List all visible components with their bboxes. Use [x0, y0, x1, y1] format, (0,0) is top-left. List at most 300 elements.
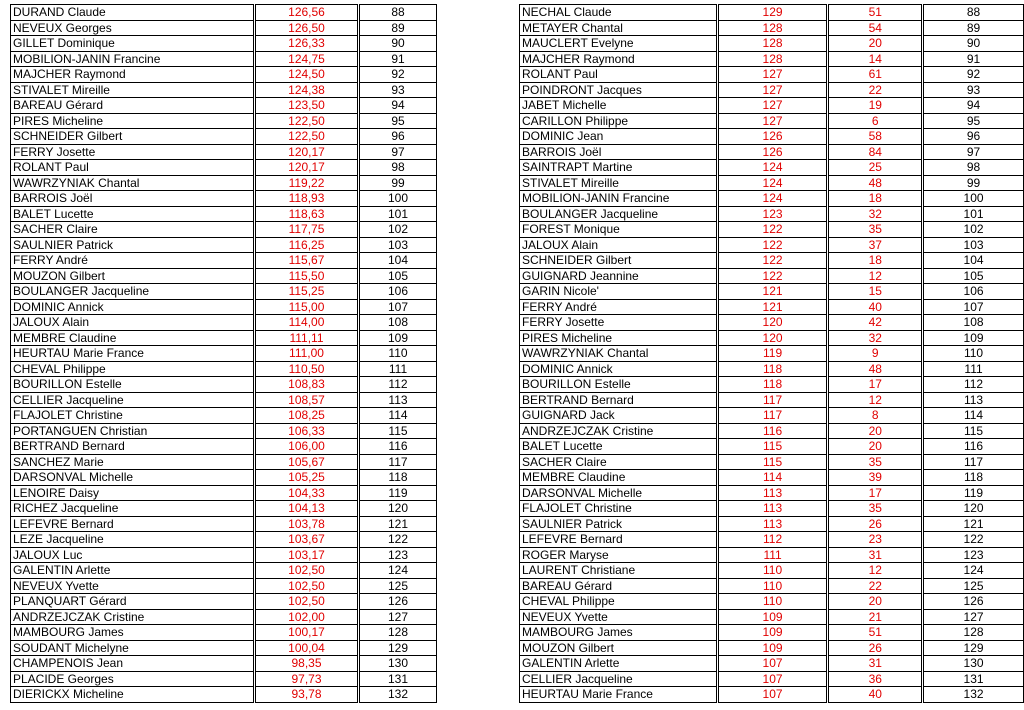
player-name-cell: DOMINIC Annick	[520, 361, 717, 377]
rank-cell: 94	[924, 98, 1024, 114]
player-name-cell: PLACIDE Georges	[11, 671, 254, 687]
score-cell: 126,56	[256, 5, 358, 21]
player-name-cell: BAREAU Gérard	[11, 98, 254, 114]
score-cell: 116,25	[256, 237, 358, 253]
player-name-cell: ROGER Maryse	[520, 547, 717, 563]
table-row	[520, 563, 1024, 579]
player-name-cell: JABET Michelle	[520, 98, 717, 114]
rank-cell: 103	[924, 237, 1024, 253]
score-cell: 111,00	[256, 346, 358, 362]
score-cell: 128	[718, 36, 827, 52]
secondary-score-cell: 40	[829, 299, 922, 315]
rank-cell: 127	[360, 609, 437, 625]
table-row	[520, 392, 1024, 408]
score-cell: 97,73	[256, 671, 358, 687]
rank-cell: 118	[924, 470, 1024, 486]
rank-cell: 111	[360, 361, 437, 377]
rank-cell: 130	[360, 656, 437, 672]
score-cell: 115	[718, 454, 827, 470]
score-cell: 126	[718, 144, 827, 160]
player-name-cell: MAJCHER Raymond	[520, 51, 717, 67]
table-row	[520, 532, 1024, 548]
right-ranking-table-body	[520, 5, 1024, 703]
table-row	[11, 67, 437, 83]
rank-cell: 95	[924, 113, 1024, 129]
score-cell: 127	[718, 113, 827, 129]
rank-cell: 99	[924, 175, 1024, 191]
secondary-score-cell: 17	[829, 377, 922, 393]
score-cell: 123,50	[256, 98, 358, 114]
table-row	[11, 315, 437, 331]
secondary-score-cell: 48	[829, 175, 922, 191]
rank-cell: 117	[924, 454, 1024, 470]
table-row	[520, 671, 1024, 687]
table-row	[520, 36, 1024, 52]
table-row	[520, 129, 1024, 145]
player-name-cell: GALENTIN Arlette	[11, 563, 254, 579]
table-row	[11, 284, 437, 300]
table-row	[520, 330, 1024, 346]
rank-cell: 97	[924, 144, 1024, 160]
secondary-score-cell: 12	[829, 268, 922, 284]
secondary-score-cell: 61	[829, 67, 922, 83]
player-name-cell: FERRY André	[11, 253, 254, 269]
player-name-cell: MOUZON Gilbert	[520, 640, 717, 656]
score-cell: 127	[718, 67, 827, 83]
table-row	[11, 330, 437, 346]
secondary-score-cell: 31	[829, 547, 922, 563]
rank-cell: 90	[360, 36, 437, 52]
table-row	[520, 439, 1024, 455]
rank-cell: 131	[924, 671, 1024, 687]
player-name-cell: POINDRONT Jacques	[520, 82, 717, 98]
table-row	[11, 175, 437, 191]
rank-cell: 104	[360, 253, 437, 269]
table-row	[11, 51, 437, 67]
table-row	[520, 113, 1024, 129]
secondary-score-cell: 12	[829, 392, 922, 408]
rank-cell: 127	[924, 609, 1024, 625]
player-name-cell: MAMBOURG James	[11, 625, 254, 641]
rank-cell: 128	[360, 625, 437, 641]
table-row	[520, 67, 1024, 83]
secondary-score-cell: 37	[829, 237, 922, 253]
player-name-cell: JALOUX Alain	[520, 237, 717, 253]
secondary-score-cell: 20	[829, 439, 922, 455]
score-cell: 122	[718, 222, 827, 238]
score-cell: 102,00	[256, 609, 358, 625]
secondary-score-cell: 22	[829, 82, 922, 98]
rank-cell: 99	[360, 175, 437, 191]
score-cell: 116	[718, 423, 827, 439]
rank-cell: 107	[360, 299, 437, 315]
rank-cell: 121	[924, 516, 1024, 532]
table-row	[520, 547, 1024, 563]
rank-cell: 132	[360, 687, 437, 703]
rank-cell: 92	[360, 67, 437, 83]
rank-cell: 90	[924, 36, 1024, 52]
secondary-score-cell: 22	[829, 578, 922, 594]
score-cell: 128	[718, 51, 827, 67]
player-name-cell: BARROIS Joël	[11, 191, 254, 207]
score-cell: 102,50	[256, 578, 358, 594]
player-name-cell: SCHNEIDER Gilbert	[11, 129, 254, 145]
rank-cell: 101	[360, 206, 437, 222]
score-cell: 127	[718, 98, 827, 114]
player-name-cell: CHEVAL Philippe	[11, 361, 254, 377]
score-cell: 102,50	[256, 563, 358, 579]
score-cell: 106,33	[256, 423, 358, 439]
rank-cell: 124	[924, 563, 1024, 579]
rank-cell: 100	[360, 191, 437, 207]
player-name-cell: STIVALET Mireille	[520, 175, 717, 191]
rank-cell: 116	[924, 439, 1024, 455]
rank-cell: 130	[924, 656, 1024, 672]
score-cell: 120,17	[256, 144, 358, 160]
score-cell: 121	[718, 299, 827, 315]
player-name-cell: METAYER Chantal	[520, 20, 717, 36]
secondary-score-cell: 6	[829, 113, 922, 129]
secondary-score-cell: 8	[829, 408, 922, 424]
player-name-cell: PIRES Micheline	[520, 330, 717, 346]
table-row	[11, 5, 437, 21]
score-cell: 109	[718, 609, 827, 625]
player-name-cell: SAINTRAPT Martine	[520, 160, 717, 176]
score-cell: 117,75	[256, 222, 358, 238]
secondary-score-cell: 51	[829, 625, 922, 641]
rank-cell: 117	[360, 454, 437, 470]
table-row	[520, 82, 1024, 98]
table-row	[520, 408, 1024, 424]
player-name-cell: ANDRZEJCZAK Cristine	[11, 609, 254, 625]
score-cell: 93,78	[256, 687, 358, 703]
score-cell: 104,13	[256, 501, 358, 517]
table-row	[520, 98, 1024, 114]
rank-cell: 89	[360, 20, 437, 36]
table-row	[11, 687, 437, 703]
rank-cell: 95	[360, 113, 437, 129]
rank-cell: 98	[924, 160, 1024, 176]
score-cell: 114	[718, 470, 827, 486]
player-name-cell: BOULANGER Jacqueline	[11, 284, 254, 300]
table-row	[11, 640, 437, 656]
secondary-score-cell: 26	[829, 640, 922, 656]
secondary-score-cell: 84	[829, 144, 922, 160]
score-cell: 110	[718, 563, 827, 579]
rank-cell: 96	[924, 129, 1024, 145]
player-name-cell: BALET Lucette	[11, 206, 254, 222]
table-row	[520, 51, 1024, 67]
player-name-cell: GUIGNARD Jack	[520, 408, 717, 424]
table-row	[520, 578, 1024, 594]
player-name-cell: DURAND Claude	[11, 5, 254, 21]
rank-cell: 93	[924, 82, 1024, 98]
rank-cell: 113	[924, 392, 1024, 408]
table-row	[11, 299, 437, 315]
score-cell: 124,38	[256, 82, 358, 98]
score-cell: 120,17	[256, 160, 358, 176]
player-name-cell: SANCHEZ Marie	[11, 454, 254, 470]
table-row	[11, 423, 437, 439]
rank-cell: 129	[924, 640, 1024, 656]
table-row	[11, 191, 437, 207]
player-name-cell: MOBILION-JANIN Francine	[11, 51, 254, 67]
table-row	[11, 20, 437, 36]
player-name-cell: MEMBRE Claudine	[520, 470, 717, 486]
score-cell: 118	[718, 377, 827, 393]
player-name-cell: MAUCLERT Evelyne	[520, 36, 717, 52]
table-row	[11, 160, 437, 176]
score-cell: 111,11	[256, 330, 358, 346]
table-row	[11, 237, 437, 253]
table-row	[11, 563, 437, 579]
player-name-cell: SOUDANT Michelyne	[11, 640, 254, 656]
player-name-cell: GALENTIN Arlette	[520, 656, 717, 672]
player-name-cell: MAJCHER Raymond	[11, 67, 254, 83]
table-row	[11, 501, 437, 517]
table-row	[11, 98, 437, 114]
secondary-score-cell: 51	[829, 5, 922, 21]
table-row	[11, 129, 437, 145]
right-ranking-table	[519, 4, 1024, 703]
table-row	[11, 408, 437, 424]
score-cell: 120	[718, 330, 827, 346]
table-row	[520, 284, 1024, 300]
rank-cell: 110	[924, 346, 1024, 362]
player-name-cell: ROLANT Paul	[520, 67, 717, 83]
secondary-score-cell: 32	[829, 206, 922, 222]
score-cell: 103,17	[256, 547, 358, 563]
score-cell: 103,78	[256, 516, 358, 532]
score-cell: 115,25	[256, 284, 358, 300]
table-row	[11, 656, 437, 672]
table-row	[520, 470, 1024, 486]
table-row	[11, 268, 437, 284]
table-row	[520, 516, 1024, 532]
player-name-cell: SACHER Claire	[520, 454, 717, 470]
table-row	[520, 485, 1024, 501]
rank-cell: 124	[360, 563, 437, 579]
player-name-cell: LENOIRE Daisy	[11, 485, 254, 501]
rank-cell: 125	[924, 578, 1024, 594]
score-cell: 124,50	[256, 67, 358, 83]
score-cell: 109	[718, 625, 827, 641]
player-name-cell: DIERICKX Micheline	[11, 687, 254, 703]
table-row	[520, 594, 1024, 610]
score-cell: 115	[718, 439, 827, 455]
player-name-cell: HEURTAU Marie France	[11, 346, 254, 362]
score-cell: 105,25	[256, 470, 358, 486]
table-row	[11, 454, 437, 470]
table-row	[520, 609, 1024, 625]
player-name-cell: PLANQUART Gérard	[11, 594, 254, 610]
score-cell: 127	[718, 82, 827, 98]
player-name-cell: FLAJOLET Christine	[520, 501, 717, 517]
score-cell: 119,22	[256, 175, 358, 191]
secondary-score-cell: 19	[829, 98, 922, 114]
score-cell: 115,67	[256, 253, 358, 269]
secondary-score-cell: 35	[829, 222, 922, 238]
rank-cell: 116	[360, 439, 437, 455]
player-name-cell: CARILLON Philippe	[520, 113, 717, 129]
left-ranking-table	[10, 4, 437, 703]
player-name-cell: GILLET Dominique	[11, 36, 254, 52]
score-cell: 124	[718, 160, 827, 176]
player-name-cell: BAREAU Gérard	[520, 578, 717, 594]
rank-cell: 102	[924, 222, 1024, 238]
score-cell: 118,63	[256, 206, 358, 222]
player-name-cell: CHEVAL Philippe	[520, 594, 717, 610]
rank-cell: 88	[360, 5, 437, 21]
secondary-score-cell: 26	[829, 516, 922, 532]
secondary-score-cell: 20	[829, 423, 922, 439]
table-row	[11, 377, 437, 393]
rank-cell: 122	[924, 532, 1024, 548]
score-cell: 121	[718, 284, 827, 300]
score-cell: 107	[718, 687, 827, 703]
rank-cell: 119	[924, 485, 1024, 501]
player-name-cell: NECHAL Claude	[520, 5, 717, 21]
player-name-cell: LEFEVRE Bernard	[11, 516, 254, 532]
player-name-cell: FERRY André	[520, 299, 717, 315]
player-name-cell: FOREST Monique	[520, 222, 717, 238]
rank-cell: 106	[360, 284, 437, 300]
score-cell: 110	[718, 578, 827, 594]
table-row	[11, 470, 437, 486]
rank-cell: 114	[924, 408, 1024, 424]
player-name-cell: NEVEUX Yvette	[520, 609, 717, 625]
player-name-cell: ROLANT Paul	[11, 160, 254, 176]
secondary-score-cell: 54	[829, 20, 922, 36]
rank-cell: 115	[360, 423, 437, 439]
player-name-cell: BERTRAND Bernard	[520, 392, 717, 408]
rank-cell: 104	[924, 253, 1024, 269]
secondary-score-cell: 36	[829, 671, 922, 687]
player-name-cell: MOUZON Gilbert	[11, 268, 254, 284]
table-row	[520, 315, 1024, 331]
rank-cell: 112	[360, 377, 437, 393]
score-cell: 128	[718, 20, 827, 36]
table-row	[11, 82, 437, 98]
score-cell: 105,67	[256, 454, 358, 470]
rank-cell: 108	[924, 315, 1024, 331]
table-row	[520, 361, 1024, 377]
player-name-cell: DARSONVAL Michelle	[520, 485, 717, 501]
table-row	[11, 547, 437, 563]
rank-cell: 92	[924, 67, 1024, 83]
score-cell: 120	[718, 315, 827, 331]
rank-cell: 115	[924, 423, 1024, 439]
secondary-score-cell: 20	[829, 594, 922, 610]
score-cell: 102,50	[256, 594, 358, 610]
player-name-cell: BOURILLON Estelle	[520, 377, 717, 393]
player-name-cell: SACHER Claire	[11, 222, 254, 238]
score-cell: 126	[718, 129, 827, 145]
rank-cell: 105	[924, 268, 1024, 284]
secondary-score-cell: 39	[829, 470, 922, 486]
table-row	[520, 20, 1024, 36]
secondary-score-cell: 18	[829, 253, 922, 269]
table-row	[11, 36, 437, 52]
player-name-cell: MAMBOURG James	[520, 625, 717, 641]
table-row	[11, 439, 437, 455]
score-cell: 123	[718, 206, 827, 222]
table-row	[11, 594, 437, 610]
score-cell: 98,35	[256, 656, 358, 672]
player-name-cell: PORTANGUEN Christian	[11, 423, 254, 439]
score-cell: 118,93	[256, 191, 358, 207]
rank-cell: 101	[924, 206, 1024, 222]
table-row	[11, 392, 437, 408]
player-name-cell: CELLIER Jacqueline	[520, 671, 717, 687]
score-cell: 117	[718, 408, 827, 424]
table-row	[11, 625, 437, 641]
score-cell: 108,25	[256, 408, 358, 424]
table-row	[520, 656, 1024, 672]
score-cell: 122,50	[256, 113, 358, 129]
score-cell: 124	[718, 191, 827, 207]
rank-cell: 129	[360, 640, 437, 656]
table-row	[520, 160, 1024, 176]
table-row	[11, 532, 437, 548]
secondary-score-cell: 42	[829, 315, 922, 331]
table-row	[520, 237, 1024, 253]
player-name-cell: WAWRZYNIAK Chantal	[520, 346, 717, 362]
secondary-score-cell: 58	[829, 129, 922, 145]
rank-cell: 94	[360, 98, 437, 114]
player-name-cell: SCHNEIDER Gilbert	[520, 253, 717, 269]
secondary-score-cell: 21	[829, 609, 922, 625]
table-row	[520, 299, 1024, 315]
score-cell: 126,33	[256, 36, 358, 52]
secondary-score-cell: 32	[829, 330, 922, 346]
score-cell: 100,17	[256, 625, 358, 641]
table-row	[520, 454, 1024, 470]
score-cell: 114,00	[256, 315, 358, 331]
score-cell: 126,50	[256, 20, 358, 36]
rank-cell: 120	[360, 501, 437, 517]
player-name-cell: BERTRAND Bernard	[11, 439, 254, 455]
rank-cell: 106	[924, 284, 1024, 300]
table-row	[520, 253, 1024, 269]
player-name-cell: JALOUX Alain	[11, 315, 254, 331]
rank-cell: 128	[924, 625, 1024, 641]
player-name-cell: CELLIER Jacqueline	[11, 392, 254, 408]
rank-cell: 91	[924, 51, 1024, 67]
table-row	[520, 144, 1024, 160]
rank-cell: 111	[924, 361, 1024, 377]
score-cell: 110	[718, 594, 827, 610]
rank-cell: 102	[360, 222, 437, 238]
rank-cell: 125	[360, 578, 437, 594]
player-name-cell: FERRY Josette	[520, 315, 717, 331]
table-row	[520, 640, 1024, 656]
score-cell: 129	[718, 5, 827, 21]
player-name-cell: JALOUX Luc	[11, 547, 254, 563]
secondary-score-cell: 15	[829, 284, 922, 300]
player-name-cell: SAULNIER Patrick	[520, 516, 717, 532]
table-row	[520, 175, 1024, 191]
rank-cell: 118	[360, 470, 437, 486]
player-name-cell: BOULANGER Jacqueline	[520, 206, 717, 222]
player-name-cell: WAWRZYNIAK Chantal	[11, 175, 254, 191]
table-row	[520, 625, 1024, 641]
score-cell: 108,57	[256, 392, 358, 408]
player-name-cell: LAURENT Christiane	[520, 563, 717, 579]
player-name-cell: CHAMPENOIS Jean	[11, 656, 254, 672]
score-cell: 109	[718, 640, 827, 656]
score-cell: 124	[718, 175, 827, 191]
